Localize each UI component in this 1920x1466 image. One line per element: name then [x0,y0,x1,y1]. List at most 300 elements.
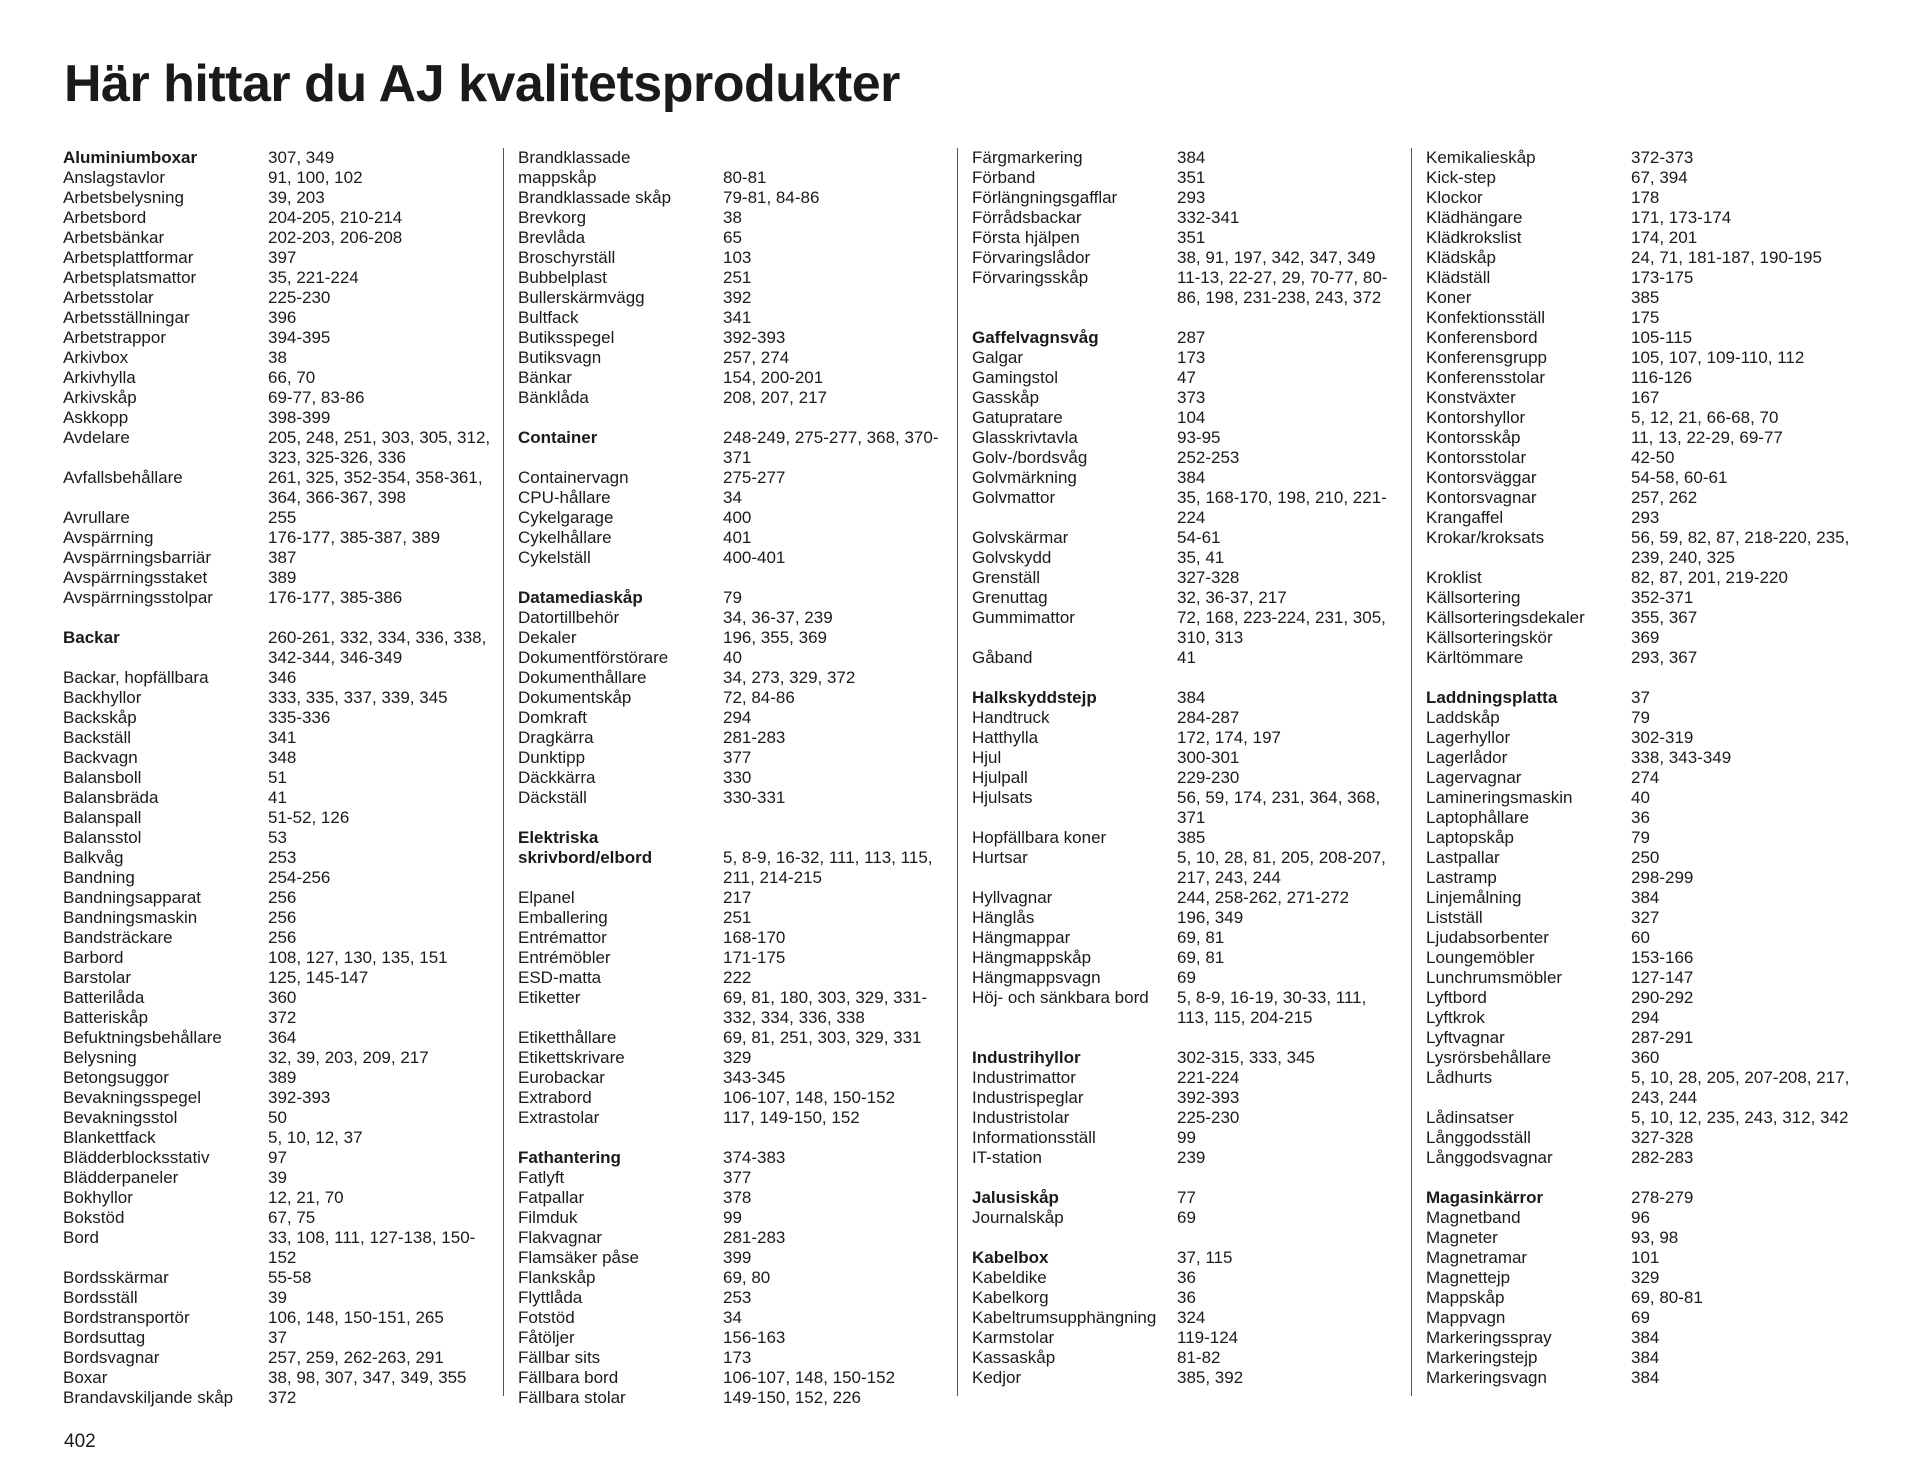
index-entry [518,1148,958,1168]
entry-name: Befuktningsbehållare [63,1028,222,1047]
entry-pages: 389 [268,1068,297,1087]
entry-pages: 106-107, 148, 150-152 [723,1368,896,1387]
entry-pages: 307, 349 [268,148,335,167]
entry-name: Bevakningsstol [63,1108,178,1127]
entry-pages: 329 [1631,1268,1660,1287]
index-entry [972,428,1412,448]
index-entry [63,928,503,948]
entry-pages: 251 [723,908,752,927]
entry-pages: 34 [723,1308,742,1327]
entry-pages: 332-341 [1177,208,1240,227]
entry-name: Lamineringsmaskin [1426,788,1573,807]
index-entry [1426,708,1866,728]
index-entry [1426,168,1866,188]
entry-name: Avspärrningsbarriär [63,548,212,567]
index-entry [972,328,1412,348]
entry-name: Balansstol [63,828,142,847]
index-entry [1426,288,1866,308]
index-entry [63,148,503,168]
entry-pages: 205, 248, 251, 303, 305, 312, 323, 325-326, 336 [268,428,491,467]
entry-name: Konstväxter [1426,388,1516,407]
index-entry [63,288,503,308]
entry-pages: 253 [723,1288,752,1307]
entry-name: Kabeltrumsupphängning [972,1308,1157,1327]
entry-pages: 77 [1177,1188,1196,1207]
index-entry [972,1148,1412,1168]
entry-name: Broschyrställ [518,248,616,267]
entry-name: Kontorsskåp [1426,428,1521,447]
entry-pages: 55-58 [268,1268,312,1287]
index-entry [518,1288,958,1308]
entry-pages: 40 [723,648,742,667]
entry-name: Avspärrning [63,528,154,547]
entry-name: Mappvagn [1426,1308,1506,1327]
index-entry [518,1268,958,1288]
section-spacer [972,668,1412,688]
entry-name: Däckkärra [518,768,596,787]
entry-pages: 281-283 [723,728,786,747]
entry-name: Avdelare [63,428,130,447]
entry-name: Markeringsvagn [1426,1368,1547,1387]
index-entry [1426,908,1866,928]
index-entry [972,608,1412,648]
index-entry [518,588,958,608]
index-entry [1426,368,1866,388]
index-entry [63,168,503,188]
index-entry [518,628,958,648]
entry-pages: 250 [1631,848,1660,867]
index-entry [1426,788,1866,808]
entry-name: Kroklist [1426,568,1482,587]
entry-name: Handtruck [972,708,1050,727]
entry-pages: 11, 13, 22-29, 69-77 [1631,428,1783,447]
entry-pages: 69 [1177,1208,1196,1227]
entry-pages: 300-301 [1177,748,1240,767]
index-entry [1426,928,1866,948]
entry-pages: 338, 343-349 [1631,748,1732,767]
entry-pages: 11-13, 22-27, 29, 70-77, 80-86, 198, 231-238, 243, 372 [1177,268,1388,307]
section-spacer [1426,1168,1866,1188]
index-entry [63,328,503,348]
entry-name: Industrimattor [972,1068,1076,1087]
entry-pages: 384 [1177,468,1206,487]
entry-pages: 34, 273, 329, 372 [723,668,856,687]
entry-name: Krokar/kroksats [1426,528,1545,547]
index-entry [518,528,958,548]
entry-pages: 384 [1631,1328,1660,1347]
index-entry [972,1348,1412,1368]
entry-pages: 384 [1177,148,1206,167]
entry-pages: 282-283 [1631,1148,1694,1167]
entry-pages: 40 [1631,788,1650,807]
index-entry [972,1328,1412,1348]
entry-name: Backskåp [63,708,137,727]
entry-pages: 384 [1631,1348,1660,1367]
entry-pages: 56, 59, 174, 231, 364, 368, 371 [1177,788,1381,827]
entry-name: Containervagn [518,468,629,487]
index-entry [1426,248,1866,268]
entry-name: Etiketter [518,988,581,1007]
entry-pages: 116-126 [1631,368,1693,387]
index-entry [518,228,958,248]
entry-pages: 97 [268,1148,287,1167]
entry-name: Färgmarkering [972,148,1083,167]
entry-name: Butiksspegel [518,328,615,347]
entry-pages: 32, 36-37, 217 [1177,588,1287,607]
index-entry [972,1248,1412,1268]
entry-pages: 400 [723,508,752,527]
entry-pages: 105, 107, 109-110, 112 [1631,348,1805,367]
entry-name: Dunktipp [518,748,586,767]
index-entry [518,148,958,168]
entry-name: Konferensbord [1426,328,1538,347]
entry-name: Balansbräda [63,788,159,807]
entry-pages: 12, 21, 70 [268,1188,344,1207]
index-entry [63,948,503,968]
entry-pages: 274 [1631,768,1660,787]
entry-pages: 81-82 [1177,1348,1221,1367]
entry-name: Extrabord [518,1088,592,1107]
entry-name: Lådhurts [1426,1068,1493,1087]
entry-name: Förband [972,168,1036,187]
index-entry [518,608,958,628]
entry-pages: 79 [1631,708,1650,727]
index-entry [972,248,1412,268]
entry-pages: 221-224 [1177,1068,1240,1087]
entry-name: Backar, hopfällbara [63,668,209,687]
entry-name: Dokumenthållare [518,668,647,687]
index-entry [63,528,503,548]
entry-pages: 53 [268,828,287,847]
entry-pages: 5, 8-9, 16-32, 111, 113, 115, 211, 214-215 [723,848,933,887]
index-entry [1426,1148,1866,1168]
entry-pages: 287 [1177,328,1206,347]
index-column-4 [1411,148,1866,1396]
entry-pages: 351 [1177,228,1206,247]
entry-name: Förrådsbackar [972,208,1082,227]
entry-pages: 69, 80 [723,1268,771,1287]
entry-pages: 69-77, 83-86 [268,388,365,407]
index-entry [1426,1128,1866,1148]
entry-pages: 41 [1177,648,1196,667]
entry-name: Hurtsar [972,848,1028,867]
entry-pages: 293 [1631,508,1660,527]
entry-pages: 33, 108, 111, 127-138, 150-152 [268,1228,476,1267]
entry-pages: 54-58, 60-61 [1631,468,1728,487]
index-entry [63,268,503,288]
entry-name: Hyllvagnar [972,888,1053,907]
entry-name: Brandklassade skåp [518,188,672,207]
index-entry [1426,488,1866,508]
index-entry [972,168,1412,188]
entry-pages: 37, 115 [1177,1248,1233,1267]
index-entry [518,1308,958,1328]
entry-name: Lyftkrok [1426,1008,1485,1027]
entry-name: Elektriska [518,828,599,847]
entry-pages: 360 [268,988,297,1007]
entry-name: mappskåp [518,168,597,187]
entry-name: Backhyllor [63,688,142,707]
entry-name: Balansboll [63,768,142,787]
entry-pages: 104 [1177,408,1206,427]
entry-name: Första hjälpen [972,228,1080,247]
index-entry [1426,388,1866,408]
index-entry [1426,268,1866,288]
entry-pages: 154, 200-201 [723,368,824,387]
entry-name: Kontorshyllor [1426,408,1526,427]
page-title: Här hittar du AJ kvalitetsprodukter [64,55,900,113]
entry-name: Hjulpall [972,768,1028,787]
entry-pages: 38, 98, 307, 347, 349, 355 [268,1368,467,1387]
entry-pages: 329 [723,1048,752,1067]
index-entry [518,1048,958,1068]
entry-pages: 103 [723,248,752,267]
entry-pages: 225-230 [268,288,331,307]
entry-name: Markeringstejp [1426,1348,1538,1367]
entry-name: Lagervagnar [1426,768,1522,787]
index-entry [518,288,958,308]
index-entry [63,748,503,768]
index-column-2 [503,148,958,1407]
entry-pages: 69, 81, 180, 303, 329, 331-332, 334, 336, 338 [723,988,928,1027]
entry-pages: 38 [268,348,287,367]
index-entry [63,1348,503,1368]
section-spacer [972,1228,1412,1248]
entry-pages: 51 [268,768,287,787]
index-entry [1426,1268,1866,1288]
entry-pages: 208, 207, 217 [723,388,827,407]
index-entry [972,468,1412,488]
entry-name: Flyttlåda [518,1288,583,1307]
entry-pages: 125, 145-147 [268,968,369,987]
entry-name: Balkvåg [63,848,124,867]
entry-pages: 196, 349 [1177,908,1244,927]
entry-pages: 69, 80-81 [1631,1288,1703,1307]
entry-name: Jalusiskåp [972,1188,1059,1207]
section-spacer [972,1168,1412,1188]
entry-pages: 96 [1631,1208,1650,1227]
entry-name: Bordstransportör [63,1308,190,1327]
index-entry [972,688,1412,708]
entry-name: Fällbara bord [518,1368,619,1387]
entry-name: Kabelbox [972,1248,1049,1267]
entry-pages: 171, 173-174 [1631,208,1732,227]
index-entry [63,848,503,868]
entry-name: IT-station [972,1148,1042,1167]
entry-name: Bandning [63,868,135,887]
index-entry [972,728,1412,748]
entry-name: Container [518,428,598,447]
entry-name: Avspärrningsstolpar [63,588,213,607]
entry-name: Gummimattor [972,608,1075,627]
index-entry [63,628,503,668]
entry-name: Bandsträckare [63,928,173,947]
entry-name: Galgar [972,348,1024,367]
entry-pages: 38 [723,208,742,227]
entry-name: Dokumentförstörare [518,648,669,667]
entry-pages: 69, 81 [1177,928,1225,947]
entry-pages: 302-315, 333, 345 [1177,1048,1316,1067]
index-entry [518,948,958,968]
entry-pages: 351 [1177,168,1206,187]
index-entry [972,1208,1412,1228]
entry-pages: 244, 258-262, 271-272 [1177,888,1350,907]
entry-pages: 389 [268,568,297,587]
entry-name: Arbetsplatsmattor [63,268,197,287]
entry-name: Listställ [1426,908,1483,927]
entry-pages: 396 [268,308,297,327]
entry-pages: 257, 274 [723,348,790,367]
entry-pages: 372-373 [1631,148,1694,167]
entry-pages: 34 [723,488,742,507]
entry-name: Bänkar [518,368,572,387]
entry-name: Laptopskåp [1426,828,1514,847]
entry-name: Förvaringslådor [972,248,1091,267]
index-entry [972,1068,1412,1088]
entry-name: Koner [1426,288,1472,307]
entry-pages: 79-81, 84-86 [723,188,820,207]
entry-name: Däckställ [518,788,587,807]
entry-name: Hatthylla [972,728,1039,747]
index-entry [972,1268,1412,1288]
entry-pages: 254-256 [268,868,331,887]
index-entry [972,228,1412,248]
entry-pages: 257, 259, 262-263, 291 [268,1348,444,1367]
entry-name: Höj- och sänkbara bord [972,988,1149,1007]
index-entry [63,588,503,608]
entry-pages: 293 [1177,188,1206,207]
index-entry [518,928,958,948]
index-entry [972,1308,1412,1328]
section-spacer [518,808,958,828]
index-entry [1426,188,1866,208]
entry-pages: 398-399 [268,408,331,427]
index-entry [972,148,1412,168]
entry-pages: 99 [1177,1128,1196,1147]
entry-name: Karmstolar [972,1328,1055,1347]
entry-name: Elpanel [518,888,575,907]
index-entry [518,268,958,288]
entry-pages: 394-395 [268,328,331,347]
index-entry [972,528,1412,548]
entry-pages: 50 [268,1108,287,1127]
index-entry [972,1368,1412,1388]
entry-name: Bord [63,1228,99,1247]
index-entry [518,1328,958,1348]
entry-pages: 298-299 [1631,868,1694,887]
entry-name: Fatpallar [518,1188,585,1207]
entry-name: Industrispeglar [972,1088,1084,1107]
index-entry [63,828,503,848]
entry-pages: 38, 91, 197, 342, 347, 349 [1177,248,1376,267]
entry-pages: 333, 335, 337, 339, 345 [268,688,448,707]
index-entry [518,1088,958,1108]
entry-name: Butiksvagn [518,348,602,367]
index-entry [63,868,503,888]
index-entry [518,428,958,468]
index-entry [972,788,1412,828]
entry-name: Belysning [63,1048,137,1067]
entry-pages: 69 [1631,1308,1650,1327]
entry-pages: 24, 71, 181-187, 190-195 [1631,248,1822,267]
entry-name: Avrullare [63,508,130,527]
index-entry [63,228,503,248]
index-entry [518,308,958,328]
index-entry [63,1268,503,1288]
entry-pages: 330 [723,768,752,787]
entry-pages: 101 [1631,1248,1660,1267]
index-entry [518,1168,958,1188]
entry-pages: 302-319 [1631,728,1694,747]
entry-pages: 392 [723,288,752,307]
entry-name: Halkskyddstejp [972,688,1097,707]
index-entry [972,948,1412,968]
entry-name: Datortillbehör [518,608,620,627]
index-entry [972,748,1412,768]
index-entry [518,348,958,368]
entry-pages: 239 [1177,1148,1206,1167]
entry-name: Datamediaskåp [518,588,643,607]
entry-name: Fällbar sits [518,1348,601,1367]
index-entry [518,1208,958,1228]
entry-name: Mappskåp [1426,1288,1505,1307]
entry-pages: 387 [268,548,297,567]
entry-name: Kassaskåp [972,1348,1056,1367]
index-entry [63,1308,503,1328]
entry-name: Lyftvagnar [1426,1028,1505,1047]
index-entry [1426,1348,1866,1368]
index-entry [63,668,503,688]
entry-pages: 105-115 [1631,328,1693,347]
entry-name: Lunchrumsmöbler [1426,968,1563,987]
entry-name: Kabelkorg [972,1288,1049,1307]
entry-name: Backvagn [63,748,138,767]
entry-name: Flankskåp [518,1268,596,1287]
index-entry [1426,608,1866,628]
entry-pages: 80-81 [723,168,767,187]
entry-name: Etiketthållare [518,1028,617,1047]
entry-pages: 178 [1631,188,1660,207]
entry-pages: 168-170 [723,928,786,947]
entry-pages: 69, 81, 251, 303, 329, 331 [723,1028,922,1047]
entry-name: Bokstöd [63,1208,125,1227]
entry-name: Balanspall [63,808,142,827]
entry-name: Arbetsplattformar [63,248,194,267]
entry-name: Bandningsmaskin [63,908,198,927]
entry-pages: 99 [723,1208,742,1227]
entry-name: Dragkärra [518,728,594,747]
index-entry [63,1328,503,1348]
index-entry [972,1108,1412,1128]
index-entry [518,908,958,928]
index-entry [1426,1248,1866,1268]
entry-name: Magnettejp [1426,1268,1511,1287]
entry-name: Kontorsstolar [1426,448,1527,467]
entry-pages: 385, 392 [1177,1368,1244,1387]
entry-pages: 176-177, 385-386 [268,588,403,607]
entry-name: Blädderpaneler [63,1168,179,1187]
index-entry [1426,1048,1866,1068]
entry-name: Gamingstol [972,368,1058,387]
index-entry [63,1068,503,1088]
index-entry [63,368,503,388]
entry-name: Bokhyllor [63,1188,133,1207]
entry-name: Arbetsställningar [63,308,190,327]
entry-pages: 79 [1631,828,1650,847]
entry-name: Emballering [518,908,608,927]
entry-name: Kontorsväggar [1426,468,1537,487]
index-entry [972,388,1412,408]
